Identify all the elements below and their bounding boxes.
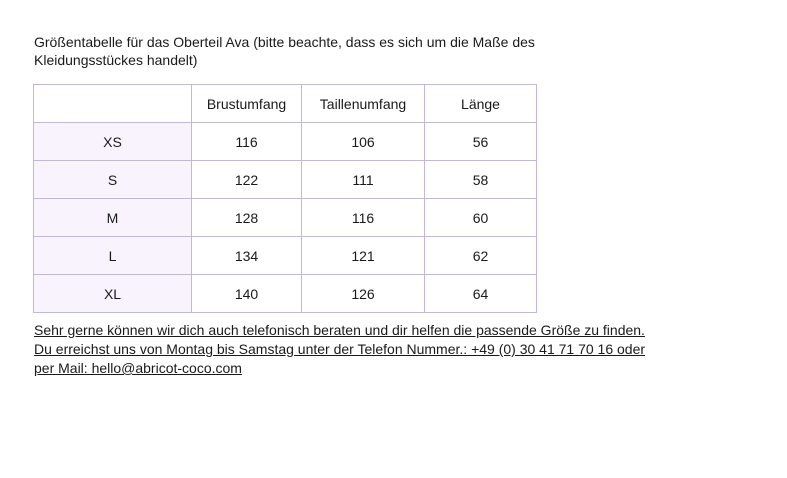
table-row [34, 237, 537, 275]
table-cell: 122 [192, 161, 302, 199]
table-header-cell: Taillenumfang [302, 85, 425, 123]
table-cell: 116 [192, 123, 302, 161]
table-cell: 116 [302, 199, 425, 237]
table-header-cell: Brustumfang [192, 85, 302, 123]
table-cell: 134 [192, 237, 302, 275]
contact-line: per Mail: hello@abricot-coco.com [34, 360, 242, 376]
table-cell: 62 [425, 237, 537, 275]
table-cell: 128 [192, 199, 302, 237]
table-cell: 121 [302, 237, 425, 275]
table-header-cell [34, 85, 192, 123]
contact-text [34, 321, 674, 378]
table-cell: 58 [425, 161, 537, 199]
contact-line: Sehr gerne können wir dich auch telefonisch beraten und dir helfen die passende Größe zu finden. [34, 322, 645, 338]
table-header-row [34, 85, 537, 123]
size-label-cell: M [34, 199, 192, 237]
table-cell: 106 [302, 123, 425, 161]
table-row [34, 275, 537, 313]
table-cell: 64 [425, 275, 537, 313]
table-cell: 140 [192, 275, 302, 313]
table-cell: 111 [302, 161, 425, 199]
table-row [34, 123, 537, 161]
table-row [34, 199, 537, 237]
size-label-cell: XL [34, 275, 192, 313]
table-row [34, 161, 537, 199]
contact-line: Du erreichst uns von Montag bis Samstag unter der Telefon Nummer.: +49 (0) 30 41 71 70 16 oder [34, 341, 646, 357]
size-label-cell: XS [34, 123, 192, 161]
size-table [33, 84, 537, 313]
intro-text: Größentabelle für das Oberteil Ava (bitte beachte, dass es sich um die Maße des Kleidungsstückes handelt) [34, 34, 535, 68]
table-cell: 126 [302, 275, 425, 313]
table-header-cell: Länge [425, 85, 537, 123]
size-label-cell: L [34, 237, 192, 275]
table-cell: 60 [425, 199, 537, 237]
table-cell: 56 [425, 123, 537, 161]
size-label-cell: S [34, 161, 192, 199]
